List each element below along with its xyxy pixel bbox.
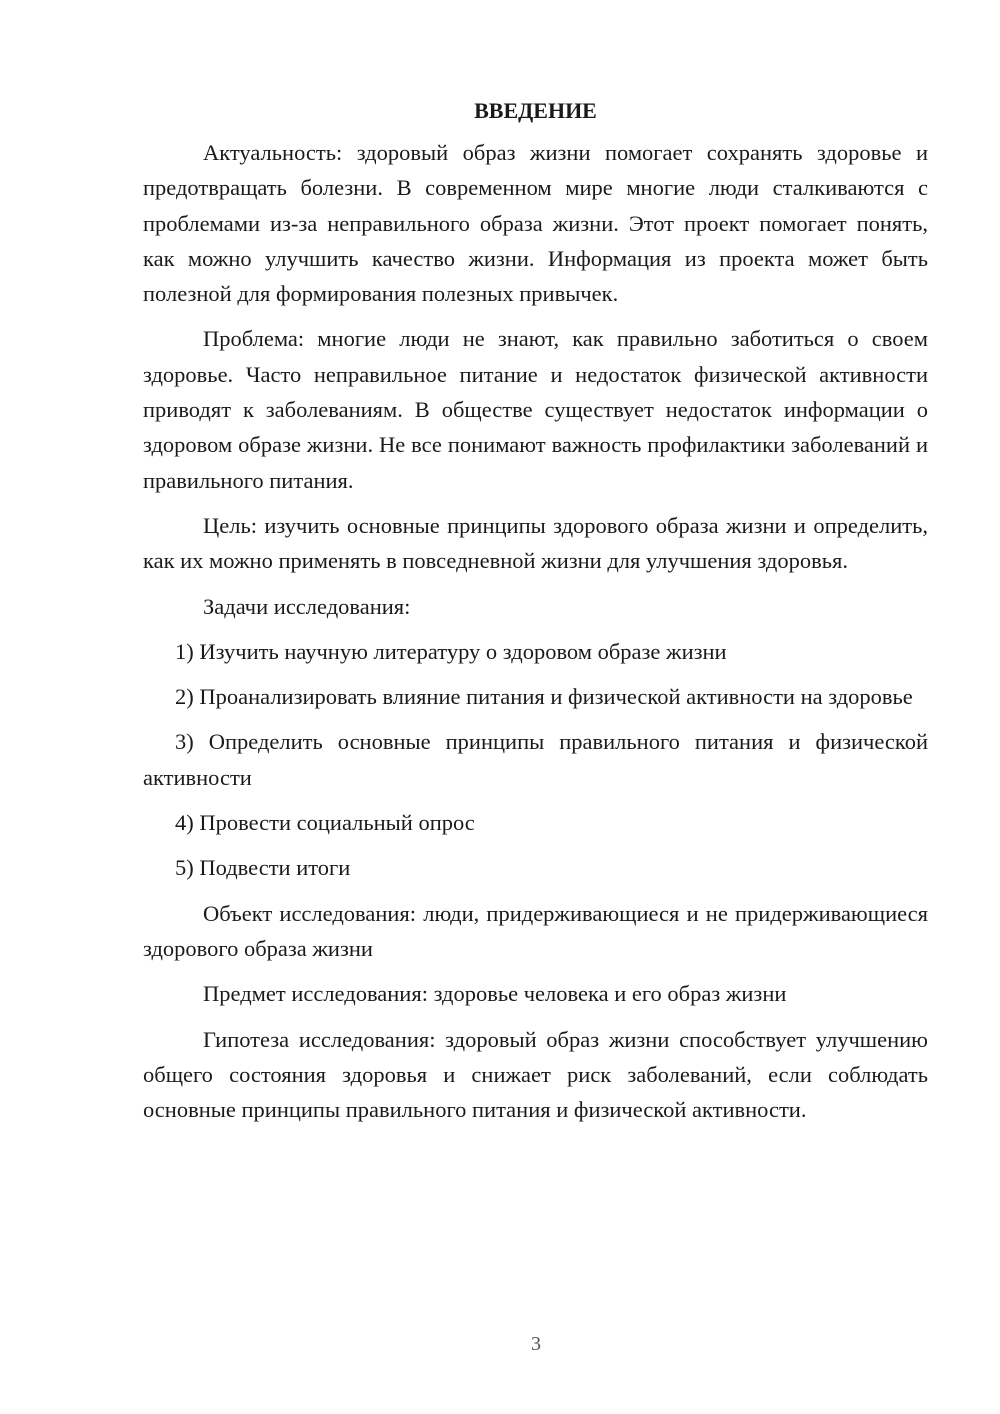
paragraph-goal: Цель: изучить основные принципы здорового образа жизни и определить, как их можно применять в повседневной жизни для улучшения здоровья.: [143, 512, 928, 574]
paragraph-hypothesis: Гипотеза исследования: здоровый образ жизни способствует улучшению общего состояния здоровья и снижает риск заболеваний, если соблюдать основные принципы правильного питания и физической активности.: [143, 1026, 928, 1123]
task-item-5: 5) Подвести итоги: [175, 855, 351, 881]
task-item-4: 4) Провести социальный опрос: [175, 810, 475, 836]
paragraph-tasks-heading: Задачи исследования:: [203, 593, 411, 619]
paragraph-object: Объект исследования: люди, придерживающиеся и не придерживающиеся здорового образа жизни: [143, 900, 928, 961]
paragraph-relevance: Актуальность: здоровый образ жизни помогает сохранять здоровье и предотвращать болезни. В современном мире многие люди сталкиваются с проблемами из-за неправильного образа жизни. Этот проект помогает понять, как можно улучшить качество жизни. Информация из проекта может быть полезной для формирования полезных привычек.: [143, 140, 928, 307]
task-item-1: 1) Изучить научную литературу о здоровом образе жизни: [175, 638, 727, 664]
task-item-2: 2) Проанализировать влияние питания и физической активности на здоровье: [175, 684, 913, 710]
paragraph-subject: Предмет исследования: здоровье человека и его образ жизни: [203, 981, 787, 1007]
task-item-3: 3) Определить основные принципы правильного питания и физической активности: [143, 729, 928, 790]
page-number: 3: [531, 1333, 541, 1355]
section-title: ВВЕДЕНИЕ: [474, 98, 597, 123]
paragraph-problem: Проблема: многие люди не знают, как правильно заботиться о своем здоровье. Часто неправильное питание и недостаток физической активности приводят к заболеваниям. В обществе существует недостаток информации о здоровом образе жизни. Не все понимают важность профилактики заболеваний и правильного питания.: [143, 326, 928, 493]
document-body: [143, 95, 928, 1137]
